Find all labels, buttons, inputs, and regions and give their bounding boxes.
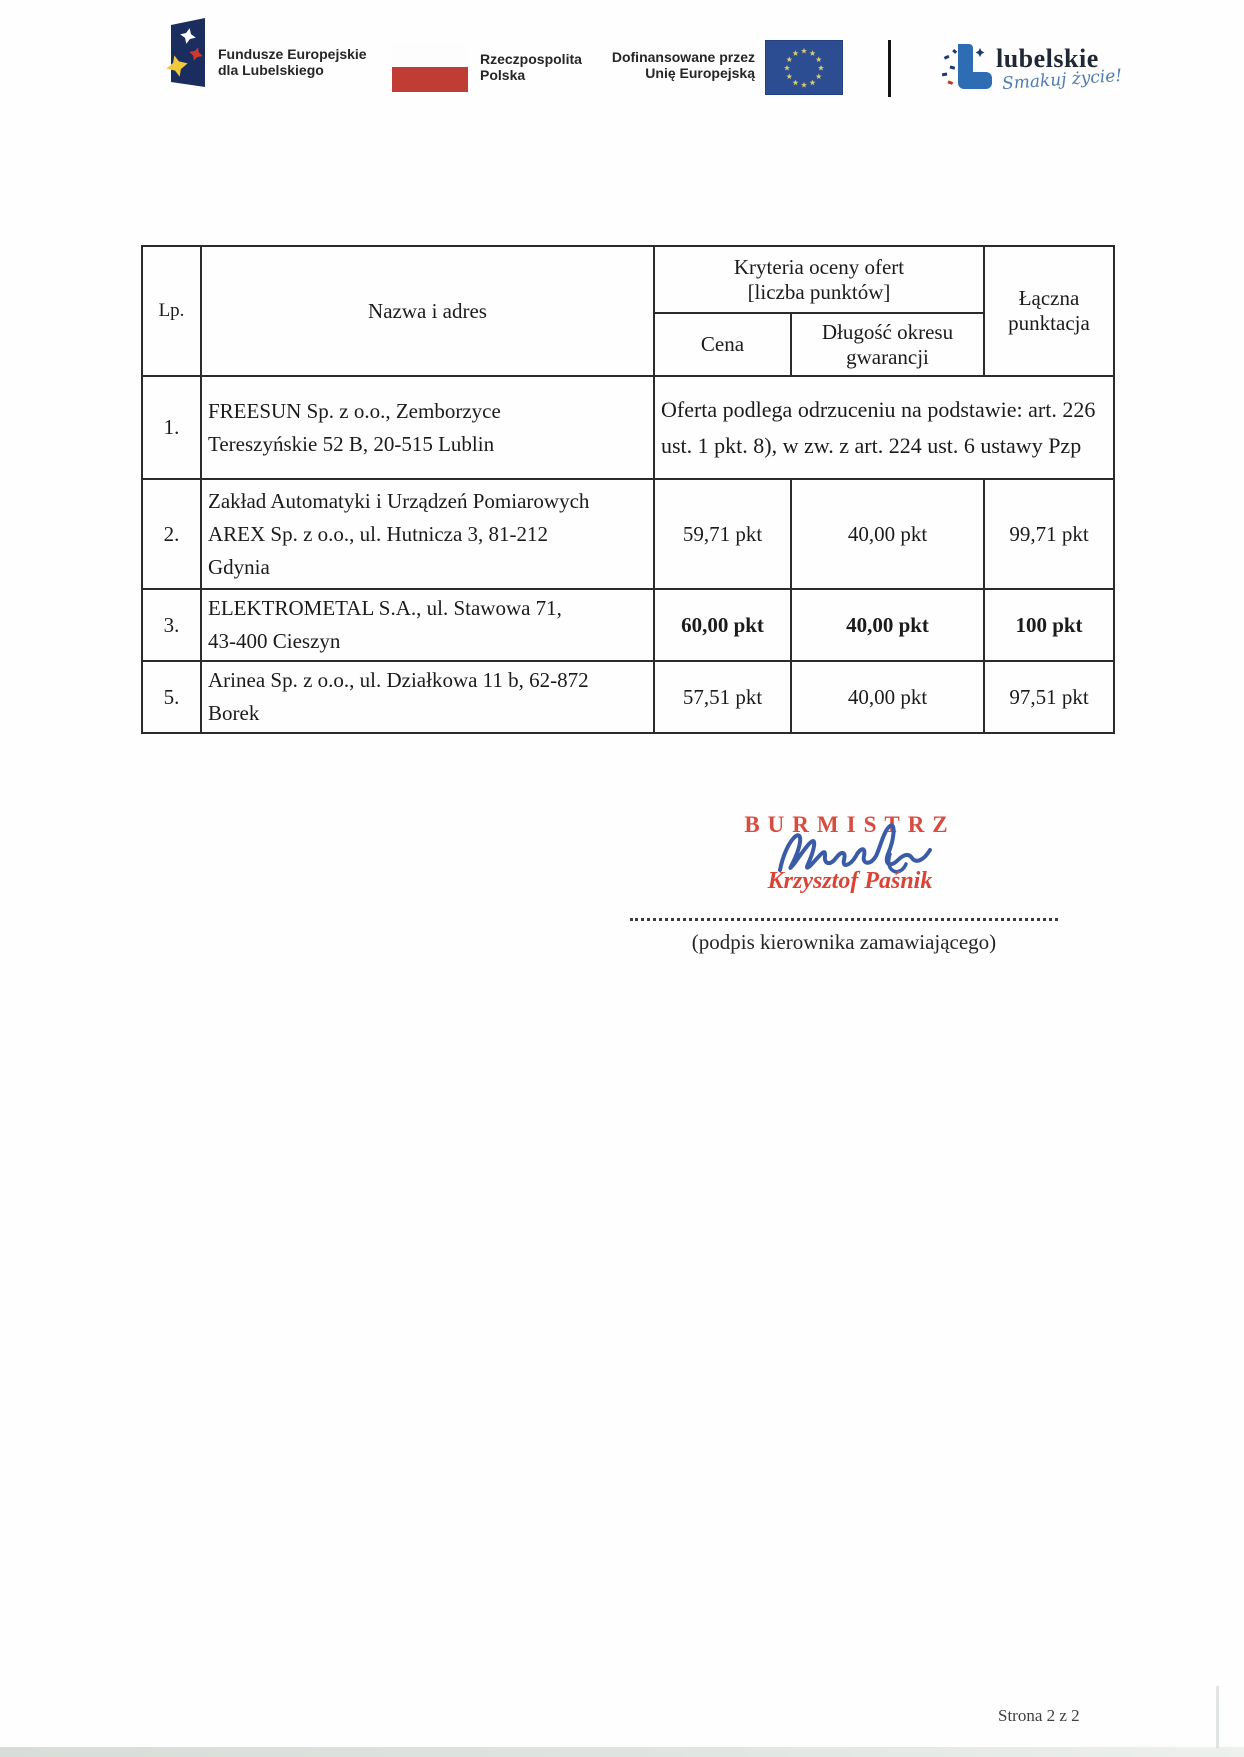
poland-label-line1: Rzeczpospolita: [480, 51, 582, 67]
price-points: 59,71 pkt: [654, 479, 791, 589]
lubelskie-logo-icon: [938, 36, 1000, 98]
poland-label-line2: Polska: [480, 67, 526, 83]
row-number: 2.: [142, 479, 201, 589]
signature-dotted-line: [630, 905, 1058, 921]
column-header-criteria: [654, 246, 984, 313]
criteria-line1: Kryteria oceny ofert: [733, 254, 905, 279]
total-points: 99,71 pkt: [984, 479, 1114, 589]
lubelskie-logo-name: lubelskie: [996, 44, 1099, 73]
scan-artifact-bottom-band: [0, 1747, 1244, 1757]
total-points: 100 pkt: [984, 589, 1114, 661]
price-points: 60,00 pkt: [654, 589, 791, 661]
row-number: 5.: [142, 661, 201, 733]
mayor-title-stamp: BURMISTRZ: [744, 812, 956, 837]
eu-funding-label: [590, 49, 755, 81]
column-header-lp: Lp.: [142, 246, 201, 376]
column-header-name: Nazwa i adres: [201, 246, 654, 376]
eu-funding-label-line2: Unię Europejską: [645, 65, 755, 81]
eu-funds-label-line2: dla Lubelskiego: [218, 62, 324, 78]
price-points: 57,51 pkt: [654, 661, 791, 733]
poland-flag-icon: [392, 44, 468, 92]
total-line2: punktacja: [1008, 311, 1090, 335]
eu-funds-label-line1: Fundusze Europejskie: [218, 46, 367, 62]
table-row-2: [142, 479, 1114, 589]
mayor-name-stamp: Krzysztof Paśnik: [767, 868, 933, 894]
total-line1: Łączna: [1018, 286, 1080, 310]
offers-evaluation-table: [141, 245, 1115, 734]
warranty-points: 40,00 pkt: [791, 589, 984, 661]
company-name: Arinea Sp. z o.o., ul. Działkowa 11 b, 62-872 Borek: [201, 661, 654, 733]
table-row-3: [142, 589, 1114, 661]
company-name: ELEKTROMETAL S.A., ul. Stawowa 71, 43-400 Cieszyn: [201, 589, 654, 661]
row-number: 3.: [142, 589, 201, 661]
scan-artifact-right-line: [1216, 1686, 1219, 1748]
warranty-points: 40,00 pkt: [791, 661, 984, 733]
lubelskie-logo-tagline: Smakuj życie!: [1001, 65, 1123, 95]
column-header-price: Cena: [654, 313, 791, 376]
row-number: 1.: [142, 376, 201, 479]
logo-divider: [888, 40, 891, 97]
column-header-warranty: Długość okresu gwarancji: [791, 313, 984, 376]
page-number: Strona 2 z 2: [998, 1706, 1080, 1725]
criteria-line2: [liczba punktów]: [747, 279, 891, 304]
eu-funding-label-line1: Dofinansowane przez: [611, 49, 755, 65]
column-header-total: [984, 246, 1114, 376]
rejection-note: Oferta podlega odrzuceniu na podstawie: art. 226 ust. 1 pkt. 8), w zw. z art. 224 ust. 6 ustawy Pzp: [654, 376, 1114, 479]
total-points: 97,51 pkt: [984, 661, 1114, 733]
eu-funds-label: [218, 46, 367, 78]
table-row-5: [142, 661, 1114, 733]
eu-flag-icon: [765, 40, 843, 95]
warranty-points: 40,00 pkt: [791, 479, 984, 589]
table-row-1: [142, 376, 1114, 479]
poland-label: [480, 51, 582, 83]
signature-caption: (podpis kierownika zamawiającego): [691, 930, 997, 954]
company-name: FREESUN Sp. z o.o., Zemborzyce Tereszyńskie 52 B, 20-515 Lublin: [201, 376, 654, 479]
eu-funds-flag-icon: [163, 14, 223, 98]
header-logo-strip: [0, 0, 1244, 130]
company-name: Zakład Automatyki i Urządzeń Pomiarowych AREX Sp. z o.o., ul. Hutnicza 3, 81-212 Gdynia: [201, 479, 654, 589]
